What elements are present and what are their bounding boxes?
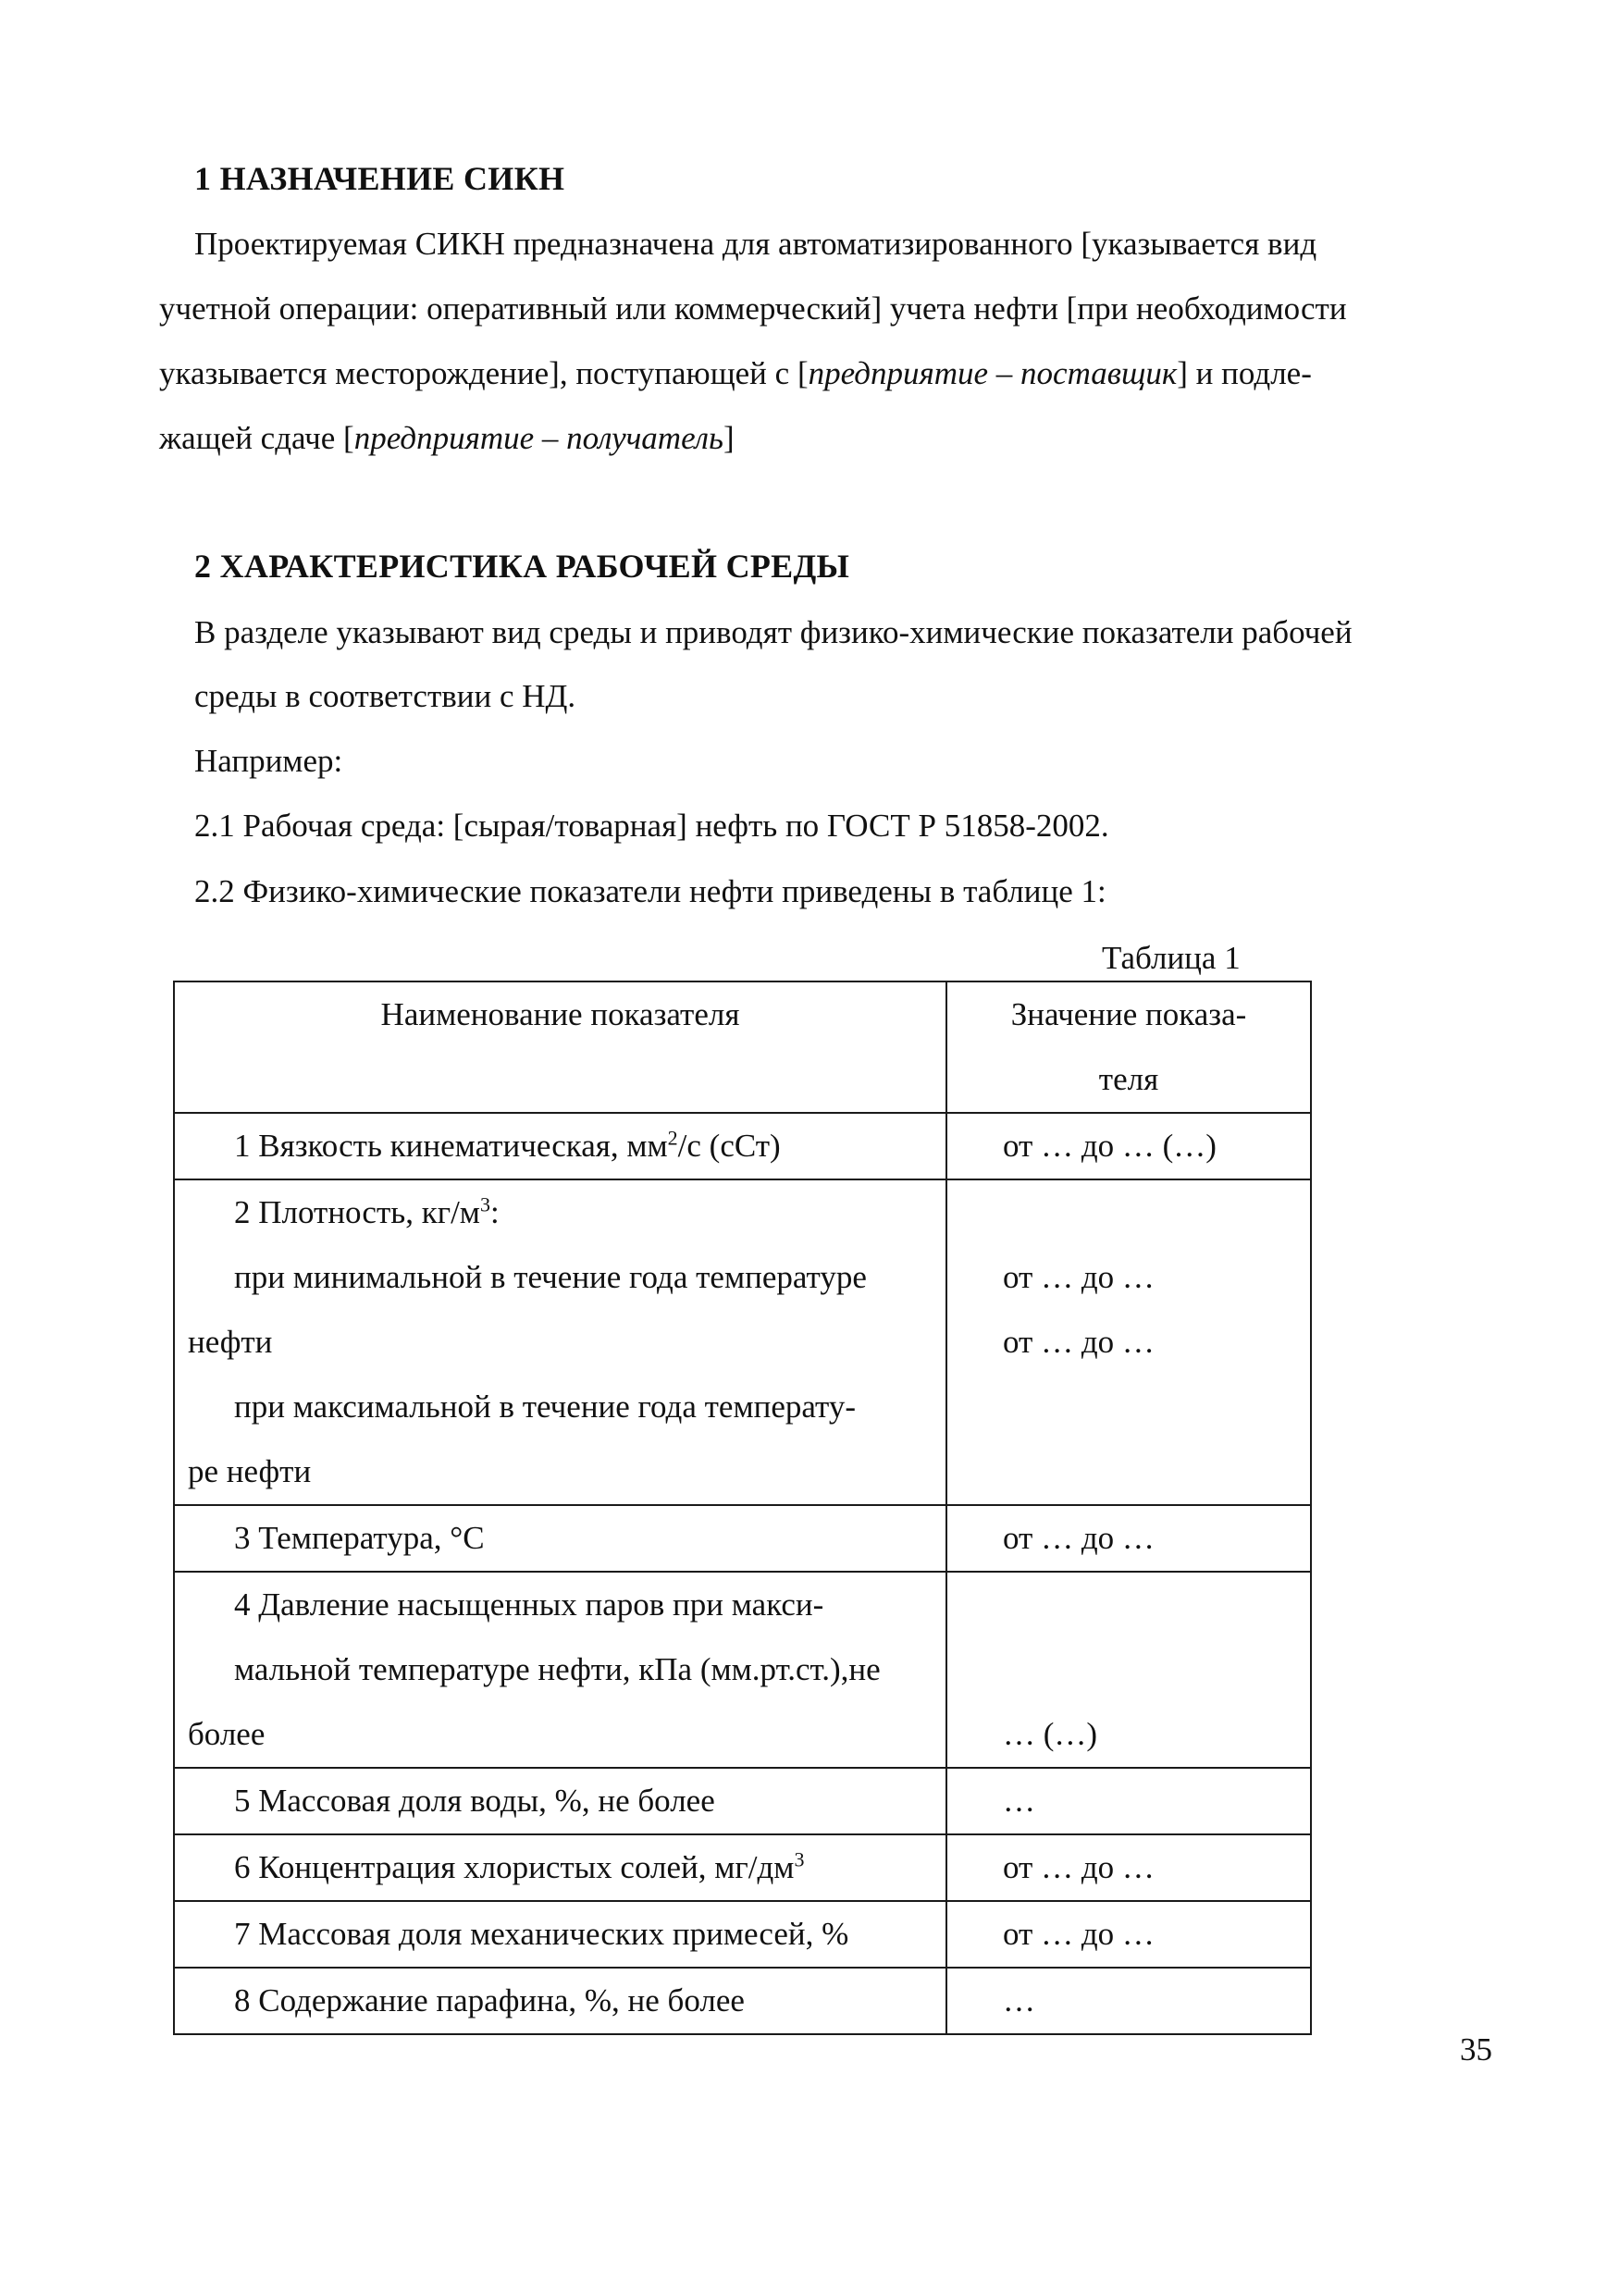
indicator-value-line <box>1003 1573 1310 1637</box>
indicator-value-cell <box>946 1505 1311 1572</box>
table-row <box>174 1505 1311 1572</box>
indicator-name-cell <box>174 1968 946 2034</box>
section-1-text-line <box>159 420 735 457</box>
indicator-name-cell <box>174 1505 946 1572</box>
indicator-name-line <box>175 1375 945 1439</box>
page-number: 35 <box>1460 2031 1492 2068</box>
indicator-name-line <box>175 1114 945 1179</box>
indicator-name-line <box>175 1245 945 1310</box>
text-run: 1 Вязкость кинематическая, мм <box>234 1128 668 1164</box>
header-value-line: Значение показа- <box>1010 996 1247 1032</box>
section-2-text-line: среды в соответствии с НД. <box>194 678 576 714</box>
indicator-name-line <box>175 1573 945 1637</box>
text-run: жащей сдаче [ <box>159 420 354 456</box>
table-row <box>174 1768 1311 1834</box>
table-row <box>174 1901 1311 1968</box>
indicator-value-line <box>1003 1637 1310 1702</box>
indicator-name-cell <box>174 1572 946 1768</box>
text-run: мальной температуре нефти, кПа (мм.рт.ст.),не <box>234 1651 881 1687</box>
indicator-value-line: … <box>1003 1783 1035 1819</box>
indicator-name-line <box>175 1506 945 1571</box>
table-row <box>174 1113 1311 1179</box>
indicator-name-line <box>175 1439 945 1504</box>
indicator-value-cell <box>946 1834 1311 1901</box>
example-label: Например: <box>194 743 343 779</box>
indicator-name-line <box>175 1702 945 1767</box>
indicator-name-cell <box>174 1179 946 1505</box>
text-run: ] и подле- <box>1177 355 1312 391</box>
section-2-heading: 2 ХАРАКТЕРИСТИКА РАБОЧЕЙ СРЕДЫ <box>194 548 850 585</box>
text-run: при максимальной в течение года температу- <box>234 1389 856 1425</box>
text-run: более <box>188 1716 266 1752</box>
unit-exponent: 2 <box>667 1126 678 1150</box>
indicator-name-line <box>175 1902 945 1967</box>
indicator-value-cell <box>946 1572 1311 1768</box>
text-run: 7 Массовая доля механических примесей, % <box>234 1916 849 1952</box>
table-row <box>174 1968 1311 2034</box>
text-run: при минимальной в течение года температуре <box>234 1259 867 1295</box>
text-run: ре нефти <box>188 1453 312 1489</box>
indicator-value-line <box>1003 1180 1310 1245</box>
table-body <box>174 1113 1311 2034</box>
indicator-value-cell <box>946 1901 1311 1968</box>
text-run: 2 Плотность, кг/м <box>234 1194 480 1230</box>
indicator-value-cell <box>946 1968 1311 2034</box>
indicator-name-cell <box>174 1834 946 1901</box>
header-value-line: теля <box>1098 1061 1159 1097</box>
text-run: : <box>489 1194 500 1230</box>
table-caption: Таблица 1 <box>1102 940 1241 976</box>
indicator-name-line <box>175 1310 945 1375</box>
indicator-value-cell <box>946 1768 1311 1834</box>
section-1-text-line <box>159 355 1312 392</box>
header-value-cell <box>946 981 1311 1113</box>
item-2-1: 2.1 Рабочая среда: [сырая/товарная] нефть по ГОСТ Р 51858-2002. <box>194 808 1109 844</box>
text-run: 6 Концентрация хлористых солей, мг/дм <box>234 1849 795 1885</box>
text-run: указывается месторождение], поступающей с [ <box>159 355 809 391</box>
indicator-name-line <box>175 1637 945 1702</box>
header-name-cell <box>174 981 946 1113</box>
text-run: ] <box>723 420 735 456</box>
table-row <box>174 1834 1311 1901</box>
table-row <box>174 1572 1311 1768</box>
text-run: /с (сСт) <box>677 1128 781 1164</box>
indicator-value-cell <box>946 1113 1311 1179</box>
indicator-value-line: от … до … <box>1003 1916 1155 1952</box>
indicator-name-line <box>175 1769 945 1833</box>
indicator-name-line <box>175 1969 945 2033</box>
section-2-text-line: В разделе указывают вид среды и приводят физико-химические показатели рабочей <box>194 614 1353 650</box>
indicator-value-cell <box>946 1179 1311 1505</box>
header-name-text: Наименование показателя <box>380 996 740 1032</box>
indicator-value-line: от … до … <box>1003 1324 1155 1360</box>
italic-placeholder: предприятие – получатель <box>353 420 723 456</box>
indicator-value-line: от … до … <box>1003 1259 1155 1295</box>
text-run: 4 Давление насыщенных паров при макси- <box>234 1586 824 1623</box>
table-header-row <box>174 981 1311 1113</box>
indicator-name-cell <box>174 1113 946 1179</box>
text-run: 3 Температура, °С <box>234 1520 485 1556</box>
indicator-value-line: от … до … (…) <box>1003 1128 1217 1164</box>
indicator-value-line: от … до … <box>1003 1849 1155 1885</box>
indicators-table <box>173 981 1312 2035</box>
text-run: нефти <box>188 1324 273 1360</box>
indicator-name-line <box>175 1835 945 1900</box>
item-2-2: 2.2 Физико-химические показатели нефти приведены в таблице 1: <box>194 873 1106 909</box>
indicator-value-line: от … до … <box>1003 1520 1155 1556</box>
indicator-value-line: … <box>1003 1982 1035 2018</box>
text-run: 5 Массовая доля воды, %, не более <box>234 1783 715 1819</box>
text-run: 8 Содержание парафина, %, не более <box>234 1982 745 2018</box>
section-1-text-line: Проектируемая СИКН предназначена для автоматизированного [указывается вид <box>194 226 1317 262</box>
indicator-value-line: … (…) <box>1003 1716 1098 1752</box>
unit-exponent: 3 <box>794 1847 805 1871</box>
unit-exponent: 3 <box>479 1192 490 1216</box>
section-1-heading: 1 НАЗНАЧЕНИЕ СИКН <box>194 160 565 197</box>
table-row <box>174 1179 1311 1505</box>
italic-placeholder: предприятие – поставщик <box>808 355 1178 391</box>
indicator-name-line <box>175 1180 945 1245</box>
indicator-name-cell <box>174 1768 946 1834</box>
section-1-text-line: учетной операции: оперативный или коммерческий] учета нефти [при необходимости <box>159 290 1347 327</box>
indicator-name-cell <box>174 1901 946 1968</box>
